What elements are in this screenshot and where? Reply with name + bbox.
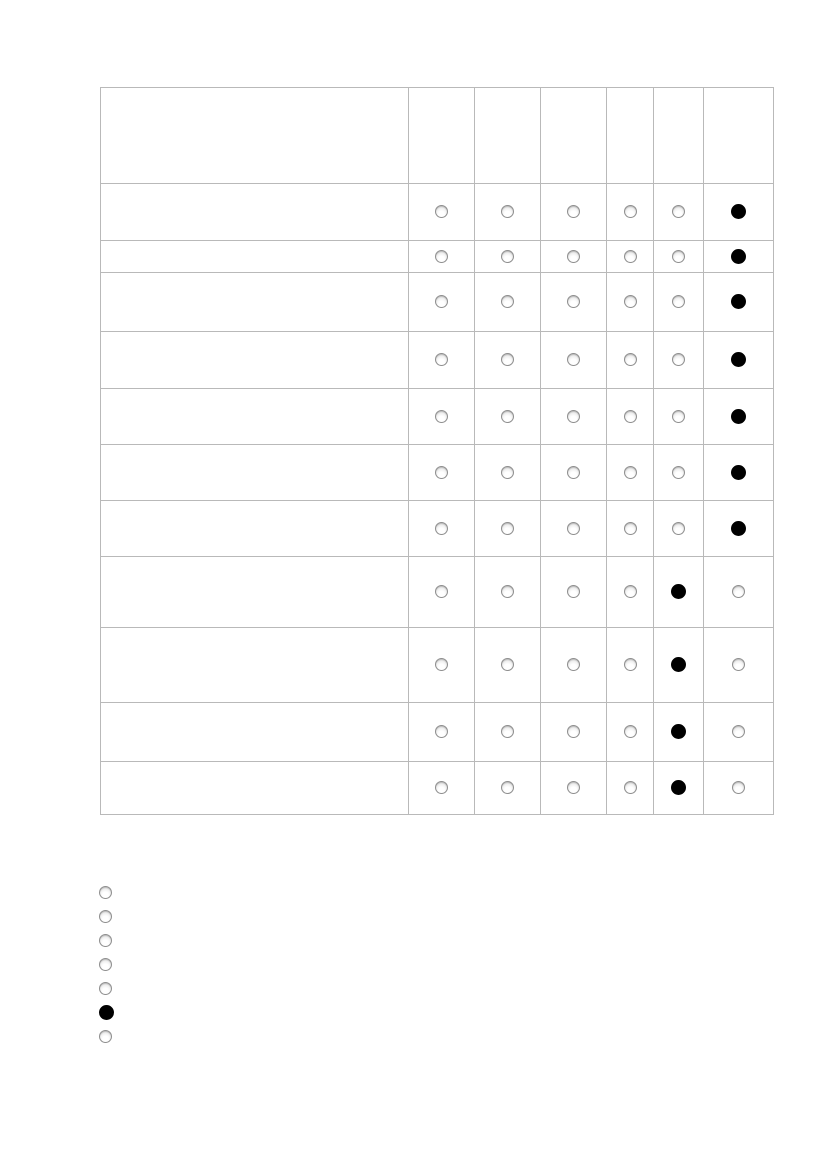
radio-button[interactable] bbox=[731, 352, 746, 367]
radio-button[interactable] bbox=[501, 781, 514, 794]
radio-button[interactable] bbox=[99, 910, 112, 923]
matrix-option-cell bbox=[541, 241, 607, 273]
radio-button[interactable] bbox=[567, 205, 580, 218]
matrix-option-cell bbox=[607, 762, 654, 815]
matrix-header-option-cell bbox=[409, 88, 475, 184]
matrix-option-cell bbox=[607, 445, 654, 501]
matrix-option-cell bbox=[704, 241, 774, 273]
radio-button[interactable] bbox=[567, 725, 580, 738]
radio-button[interactable] bbox=[624, 250, 637, 263]
matrix-option-cell bbox=[607, 557, 654, 628]
matrix-row bbox=[101, 703, 774, 762]
radio-button[interactable] bbox=[624, 725, 637, 738]
matrix-row-label-cell bbox=[101, 332, 409, 389]
matrix-option-cell bbox=[607, 628, 654, 703]
radio-button[interactable] bbox=[672, 353, 685, 366]
matrix-option-cell bbox=[607, 184, 654, 241]
matrix-row bbox=[101, 389, 774, 445]
radio-button[interactable] bbox=[672, 410, 685, 423]
radio-button[interactable] bbox=[567, 466, 580, 479]
matrix-header-option-cell bbox=[475, 88, 541, 184]
matrix-option-cell bbox=[704, 557, 774, 628]
radio-button[interactable] bbox=[731, 409, 746, 424]
matrix-option-cell bbox=[541, 273, 607, 332]
matrix-option-cell bbox=[704, 628, 774, 703]
radio-button[interactable] bbox=[99, 934, 112, 947]
matrix-option-cell bbox=[475, 762, 541, 815]
radio-button[interactable] bbox=[501, 725, 514, 738]
matrix-option-cell bbox=[475, 557, 541, 628]
matrix-row-label-cell bbox=[101, 389, 409, 445]
matrix-option-cell bbox=[654, 703, 704, 762]
matrix-option-cell bbox=[654, 628, 704, 703]
radio-button[interactable] bbox=[435, 725, 448, 738]
radio-button[interactable] bbox=[501, 522, 514, 535]
radio-button[interactable] bbox=[672, 205, 685, 218]
radio-button[interactable] bbox=[567, 410, 580, 423]
matrix-option-cell bbox=[704, 703, 774, 762]
matrix-row-label-cell bbox=[101, 557, 409, 628]
matrix-option-cell bbox=[541, 762, 607, 815]
matrix-option-cell bbox=[654, 389, 704, 445]
radio-button[interactable] bbox=[624, 658, 637, 671]
radio-button[interactable] bbox=[671, 657, 686, 672]
radio-button[interactable] bbox=[671, 584, 686, 599]
radio-option-row bbox=[99, 1000, 114, 1024]
radio-button[interactable] bbox=[732, 781, 745, 794]
radio-button[interactable] bbox=[624, 585, 637, 598]
radio-button[interactable] bbox=[435, 585, 448, 598]
matrix-row-label-cell bbox=[101, 445, 409, 501]
radio-button[interactable] bbox=[567, 781, 580, 794]
radio-option-row bbox=[99, 881, 114, 905]
matrix-row bbox=[101, 273, 774, 332]
matrix-option-cell bbox=[409, 628, 475, 703]
matrix-option-cell bbox=[541, 332, 607, 389]
radio-option-row bbox=[99, 929, 114, 953]
likert-matrix-table bbox=[100, 87, 774, 815]
radio-button[interactable] bbox=[567, 353, 580, 366]
radio-option-row bbox=[99, 1024, 114, 1048]
radio-button[interactable] bbox=[501, 410, 514, 423]
radio-option-row bbox=[99, 953, 114, 977]
matrix-header-option-cell bbox=[541, 88, 607, 184]
radio-button[interactable] bbox=[624, 781, 637, 794]
radio-button[interactable] bbox=[435, 781, 448, 794]
radio-button[interactable] bbox=[99, 1030, 112, 1043]
matrix-option-cell bbox=[475, 628, 541, 703]
radio-button[interactable] bbox=[99, 982, 112, 995]
matrix-option-cell bbox=[475, 332, 541, 389]
matrix-option-cell bbox=[475, 184, 541, 241]
matrix-option-cell bbox=[409, 445, 475, 501]
radio-button[interactable] bbox=[435, 353, 448, 366]
radio-button[interactable] bbox=[624, 295, 637, 308]
radio-button[interactable] bbox=[624, 410, 637, 423]
matrix-option-cell bbox=[541, 628, 607, 703]
radio-button[interactable] bbox=[672, 466, 685, 479]
radio-button[interactable] bbox=[567, 658, 580, 671]
radio-button[interactable] bbox=[501, 658, 514, 671]
matrix-row bbox=[101, 241, 774, 273]
radio-button[interactable] bbox=[731, 521, 746, 536]
matrix-row-label-cell bbox=[101, 501, 409, 557]
matrix-option-cell bbox=[409, 557, 475, 628]
matrix-option-cell bbox=[607, 273, 654, 332]
matrix-option-cell bbox=[475, 501, 541, 557]
radio-button[interactable] bbox=[672, 250, 685, 263]
matrix-option-cell bbox=[607, 241, 654, 273]
matrix-option-cell bbox=[409, 241, 475, 273]
radio-button[interactable] bbox=[435, 466, 448, 479]
matrix-option-cell bbox=[475, 445, 541, 501]
radio-button[interactable] bbox=[501, 250, 514, 263]
radio-button[interactable] bbox=[435, 658, 448, 671]
radio-button[interactable] bbox=[567, 585, 580, 598]
matrix-option-cell bbox=[654, 557, 704, 628]
matrix-option-cell bbox=[654, 241, 704, 273]
matrix-header-question-cell bbox=[101, 88, 409, 184]
radio-button[interactable] bbox=[99, 886, 112, 899]
matrix-option-cell bbox=[654, 332, 704, 389]
matrix-option-cell bbox=[409, 184, 475, 241]
radio-button[interactable] bbox=[567, 250, 580, 263]
matrix-row-label-cell bbox=[101, 241, 409, 273]
matrix-row-label-cell bbox=[101, 703, 409, 762]
matrix-option-cell bbox=[541, 184, 607, 241]
radio-button[interactable] bbox=[671, 780, 686, 795]
radio-button[interactable] bbox=[731, 294, 746, 309]
matrix-option-cell bbox=[541, 389, 607, 445]
radio-button[interactable] bbox=[672, 295, 685, 308]
radio-button[interactable] bbox=[672, 522, 685, 535]
radio-button[interactable] bbox=[671, 724, 686, 739]
matrix-option-cell bbox=[409, 332, 475, 389]
matrix-header-option-cell bbox=[607, 88, 654, 184]
radio-button[interactable] bbox=[731, 465, 746, 480]
radio-button[interactable] bbox=[99, 958, 112, 971]
matrix-option-cell bbox=[409, 762, 475, 815]
matrix-option-cell bbox=[704, 762, 774, 815]
matrix-option-cell bbox=[607, 703, 654, 762]
matrix-row bbox=[101, 332, 774, 389]
matrix-option-cell bbox=[704, 273, 774, 332]
matrix-option-cell bbox=[704, 501, 774, 557]
radio-button[interactable] bbox=[501, 353, 514, 366]
matrix-option-cell bbox=[541, 557, 607, 628]
matrix-option-cell bbox=[475, 241, 541, 273]
radio-button[interactable] bbox=[435, 295, 448, 308]
radio-button[interactable] bbox=[624, 205, 637, 218]
matrix-option-cell bbox=[541, 445, 607, 501]
matrix-option-cell bbox=[607, 332, 654, 389]
radio-button[interactable] bbox=[732, 725, 745, 738]
matrix-row-label-cell bbox=[101, 184, 409, 241]
matrix-row bbox=[101, 445, 774, 501]
radio-button[interactable] bbox=[435, 250, 448, 263]
matrix-option-cell bbox=[654, 445, 704, 501]
radio-button[interactable] bbox=[501, 466, 514, 479]
matrix-option-cell bbox=[475, 273, 541, 332]
radio-button[interactable] bbox=[501, 205, 514, 218]
matrix-option-cell bbox=[409, 501, 475, 557]
matrix-option-cell bbox=[409, 389, 475, 445]
radio-option-row bbox=[99, 905, 114, 929]
matrix-option-cell bbox=[704, 445, 774, 501]
matrix-option-cell bbox=[607, 501, 654, 557]
matrix-option-cell bbox=[409, 703, 475, 762]
radio-button[interactable] bbox=[567, 522, 580, 535]
matrix-option-cell bbox=[409, 273, 475, 332]
matrix-option-cell bbox=[475, 703, 541, 762]
matrix-option-cell bbox=[654, 762, 704, 815]
matrix-header-row bbox=[101, 88, 774, 184]
matrix-row-label-cell bbox=[101, 273, 409, 332]
radio-button[interactable] bbox=[567, 295, 580, 308]
matrix-option-cell bbox=[704, 184, 774, 241]
matrix-option-cell bbox=[475, 389, 541, 445]
radio-button[interactable] bbox=[731, 249, 746, 264]
radio-button[interactable] bbox=[731, 204, 746, 219]
matrix-row bbox=[101, 628, 774, 703]
radio-button[interactable] bbox=[435, 522, 448, 535]
matrix-option-cell bbox=[541, 703, 607, 762]
radio-button[interactable] bbox=[732, 585, 745, 598]
matrix-option-cell bbox=[654, 501, 704, 557]
matrix-option-cell bbox=[541, 501, 607, 557]
radio-option-row bbox=[99, 977, 114, 1001]
matrix-option-cell bbox=[654, 273, 704, 332]
radio-button[interactable] bbox=[624, 353, 637, 366]
matrix-option-cell bbox=[607, 389, 654, 445]
standalone-radio-group bbox=[99, 881, 114, 1048]
matrix-row bbox=[101, 501, 774, 557]
matrix-row-label-cell bbox=[101, 628, 409, 703]
radio-button[interactable] bbox=[501, 295, 514, 308]
radio-button[interactable] bbox=[732, 658, 745, 671]
matrix-option-cell bbox=[654, 184, 704, 241]
matrix-header-option-cell bbox=[654, 88, 704, 184]
radio-button[interactable] bbox=[99, 1005, 114, 1020]
matrix-option-cell bbox=[704, 389, 774, 445]
matrix-row bbox=[101, 184, 774, 241]
radio-button[interactable] bbox=[435, 205, 448, 218]
matrix-row bbox=[101, 762, 774, 815]
matrix-row-label-cell bbox=[101, 762, 409, 815]
radio-button[interactable] bbox=[435, 410, 448, 423]
matrix-row bbox=[101, 557, 774, 628]
matrix-option-cell bbox=[704, 332, 774, 389]
matrix-header-option-cell bbox=[704, 88, 774, 184]
radio-button[interactable] bbox=[501, 585, 514, 598]
radio-button[interactable] bbox=[624, 522, 637, 535]
radio-button[interactable] bbox=[624, 466, 637, 479]
